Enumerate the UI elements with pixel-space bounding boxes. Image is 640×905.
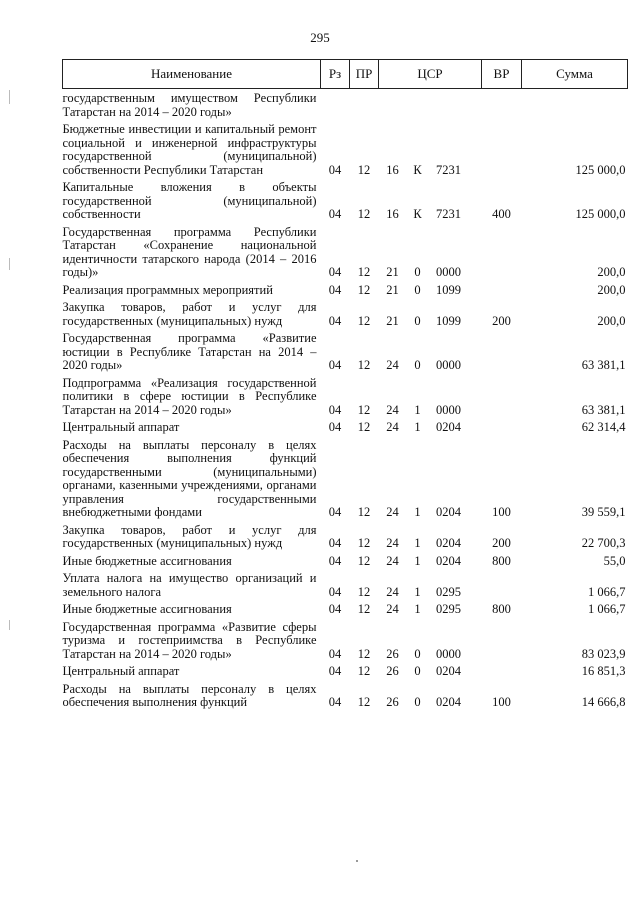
row-csr-subprogram: 1 [414,402,421,417]
row-pr: 12 [357,420,371,434]
table-row [63,284,628,302]
header-vr: ВР [482,60,522,89]
row-name: Расходы на выплаты персоналу в целях обеспечения выполнения функций государственными (муниципальными) органами, казенными учреждениями, органами управления государственными внебюджетными фондами [62,437,317,519]
row-rz: 04 [328,420,342,434]
row-vr: 400 [492,207,511,221]
scan-dot [356,860,358,862]
row-sum: 83 023,9 [581,646,626,661]
row-sum: 63 381,1 [581,402,626,417]
row-csr [379,123,482,181]
row-vr [482,123,522,181]
row-name: Государственная программа «Развитие сферы туризма и гостеприимства в Республике Татарстан на 2014 – 2020 годы» [62,619,317,661]
header-name: Наименование [63,60,321,89]
row-csr-direction: 0000 [436,646,461,661]
row-csr-program: 24 [386,536,399,550]
row-csr [379,439,482,524]
row-vr: 800 [492,553,511,568]
row-pr: 12 [357,536,371,550]
row-vr: 100 [492,505,511,519]
row-csr-program: 26 [386,646,399,661]
row-rz: 04 [328,358,342,372]
row-name: Иные бюджетные ассигнования [62,553,232,568]
row-csr-subprogram: 1 [414,420,421,434]
row-sum: 1 066,7 [588,584,626,599]
row-vr [482,421,522,439]
row-sum: 62 314,4 [581,420,626,434]
row-csr-subprogram: 1 [414,536,421,550]
row-csr-program: 24 [386,602,399,616]
row-csr-program: 16 [386,162,399,177]
row-rz: 04 [328,162,342,177]
row-rz: 04 [328,402,342,417]
scan-margin-mark [9,620,10,630]
table-row [63,332,628,377]
row-pr: 12 [357,265,371,279]
row-sum: 200,0 [597,313,626,328]
row-csr-subprogram: 0 [414,358,421,372]
row-sum: 16 851,3 [581,664,626,678]
row-csr-program: 24 [386,420,399,434]
row-csr-subprogram: 1 [414,553,421,568]
table-row [63,683,628,714]
row-pr: 12 [357,553,371,568]
table-row [63,421,628,439]
row-csr-program: 26 [386,695,399,709]
row-csr-program: 26 [386,664,399,678]
table-row [63,301,628,332]
row-csr [379,332,482,377]
table-row [63,226,628,284]
row-csr-direction: 0295 [436,602,461,616]
row-rz [321,89,350,124]
row-csr-subprogram: 0 [414,313,421,328]
row-csr-subprogram: 1 [414,602,421,616]
row-csr [379,572,482,603]
table-row [63,572,628,603]
row-sum [522,89,628,124]
row-name: Центральный аппарат [62,664,180,678]
row-csr-program: 24 [386,402,399,417]
row-csr-subprogram: 1 [414,584,421,599]
row-name: Центральный аппарат [62,420,180,434]
row-name: Закупка товаров, работ и услуг для государственных (муниципальных) нужд [62,300,317,328]
row-name: Уплата налога на имущество организаций и земельного налога [62,571,317,599]
row-pr: 12 [357,313,371,328]
row-name: государственным имуществом Республики Татарстан на 2014 – 2020 годы» [62,91,317,119]
row-vr [482,621,522,666]
row-vr [482,332,522,377]
row-csr [379,683,482,714]
row-csr-subprogram: К [413,162,422,177]
row-vr: 200 [492,536,511,550]
row-vr [482,226,522,284]
row-csr [379,555,482,573]
table-row [63,555,628,573]
row-sum: 125 000,0 [575,162,626,177]
table-body [63,89,628,714]
row-name: Государственная программа Республики Татарстан «Сохранение национальной идентичности татарского народа (2014 – 2016 годы)» [62,224,317,279]
row-vr [482,284,522,302]
table-row [63,524,628,555]
row-name: Закупка товаров, работ и услуг для государственных (муниципальных) нужд [62,522,317,550]
row-sum: 14 666,8 [581,695,626,709]
row-pr: 12 [357,162,371,177]
row-csr-program: 16 [386,207,399,221]
row-csr-subprogram: 0 [414,282,421,297]
header-sum: Сумма [522,60,628,89]
row-sum: 1 066,7 [588,602,626,616]
row-name: Расходы на выплаты персоналу в целях обеспечения выполнения функций [62,681,317,709]
row-rz: 04 [328,664,342,678]
row-sum: 125 000,0 [575,207,626,221]
row-rz: 04 [328,282,342,297]
header-csr: ЦСР [379,60,482,89]
row-name: Капитальные вложения в объекты государственной (муниципальной) собственности [62,180,317,221]
header-rz: Рз [321,60,350,89]
scan-margin-mark [9,258,10,270]
row-pr: 12 [357,695,371,709]
table-row [63,377,628,422]
table-row [63,665,628,683]
table-row [63,123,628,181]
row-pr [350,89,379,124]
row-csr-direction: 7231 [436,162,461,177]
row-rz: 04 [328,584,342,599]
row-sum: 39 559,1 [581,505,626,519]
row-csr-subprogram: К [413,207,422,221]
row-csr-subprogram: 0 [414,664,421,678]
row-name: Бюджетные инвестиции и капитальный ремонт социальной и инженерной инфраструктуры государственной (муниципальной) собственности Республики Татарстан [62,122,317,177]
budget-table [62,59,628,714]
row-csr-direction: 1099 [436,282,461,297]
row-rz: 04 [328,505,342,519]
row-sum: 22 700,3 [581,536,626,550]
row-rz: 04 [328,265,342,279]
row-vr [482,377,522,422]
table-row [63,439,628,524]
row-pr: 12 [357,584,371,599]
row-name: Реализация программных мероприятий [62,282,273,297]
table-header-row [63,60,628,89]
row-csr [379,621,482,666]
row-rz: 04 [328,695,342,709]
row-pr: 12 [357,602,371,616]
row-csr-subprogram: 0 [414,646,421,661]
header-pr: ПР [350,60,379,89]
row-csr [379,284,482,302]
table-row [63,89,628,124]
row-rz: 04 [328,646,342,661]
row-csr-direction: 0295 [436,584,461,599]
row-rz: 04 [328,553,342,568]
row-csr-direction: 0204 [436,664,461,678]
row-vr: 200 [492,313,511,328]
row-vr: 100 [492,695,511,709]
row-csr-direction: 0204 [436,695,461,709]
row-csr-direction: 1099 [436,313,461,328]
row-sum: 63 381,1 [581,358,626,372]
row-csr-direction: 0000 [436,358,461,372]
table-row [63,603,628,621]
row-csr-direction: 0204 [436,553,461,568]
row-sum: 200,0 [597,265,626,279]
row-csr-program: 21 [386,265,399,279]
row-vr: 800 [492,602,511,616]
page-number: 295 [310,30,330,45]
row-rz: 04 [328,313,342,328]
row-name: Подпрограмма «Реализация государственной политики в сфере юстиции в Республике Татарстан на 2014 – 2020 годы» [62,375,317,417]
row-sum: 200,0 [597,282,626,297]
row-name: Иные бюджетные ассигнования [62,602,232,616]
row-csr-program: 24 [386,358,399,372]
row-pr: 12 [357,207,371,221]
row-sum: 55,0 [603,553,626,568]
row-csr-subprogram: 0 [414,265,421,279]
row-csr-subprogram: 0 [414,695,421,709]
row-pr: 12 [357,664,371,678]
row-pr: 12 [357,505,371,519]
row-csr-program: 21 [386,313,399,328]
row-csr-program: 24 [386,553,399,568]
row-csr-program: 24 [386,505,399,519]
scan-margin-mark [9,90,10,104]
row-csr-program: 21 [386,282,399,297]
row-csr [379,181,482,226]
row-rz: 04 [328,536,342,550]
row-rz: 04 [328,602,342,616]
row-pr: 12 [357,646,371,661]
row-csr [379,226,482,284]
row-csr-direction: 0000 [436,265,461,279]
row-rz: 04 [328,207,342,221]
row-pr: 12 [357,358,371,372]
row-csr-direction: 0000 [436,402,461,417]
row-csr [379,89,482,124]
row-csr [379,301,482,332]
row-csr-direction: 0204 [436,505,461,519]
row-pr: 12 [357,402,371,417]
row-csr [379,603,482,621]
row-csr-subprogram: 1 [414,505,421,519]
table-row [63,181,628,226]
row-csr-direction: 0204 [436,420,461,434]
row-vr [482,665,522,683]
row-csr-direction: 7231 [436,207,461,221]
table-row [63,621,628,666]
row-name: Государственная программа «Развитие юстиции в Республике Татарстан на 2014 – 2020 годы» [62,331,317,372]
row-vr [482,572,522,603]
row-vr [482,89,522,124]
row-csr-direction: 0204 [436,536,461,550]
row-pr: 12 [357,282,371,297]
row-csr [379,665,482,683]
row-csr [379,421,482,439]
row-csr-program: 24 [386,584,399,599]
row-csr [379,524,482,555]
row-csr [379,377,482,422]
